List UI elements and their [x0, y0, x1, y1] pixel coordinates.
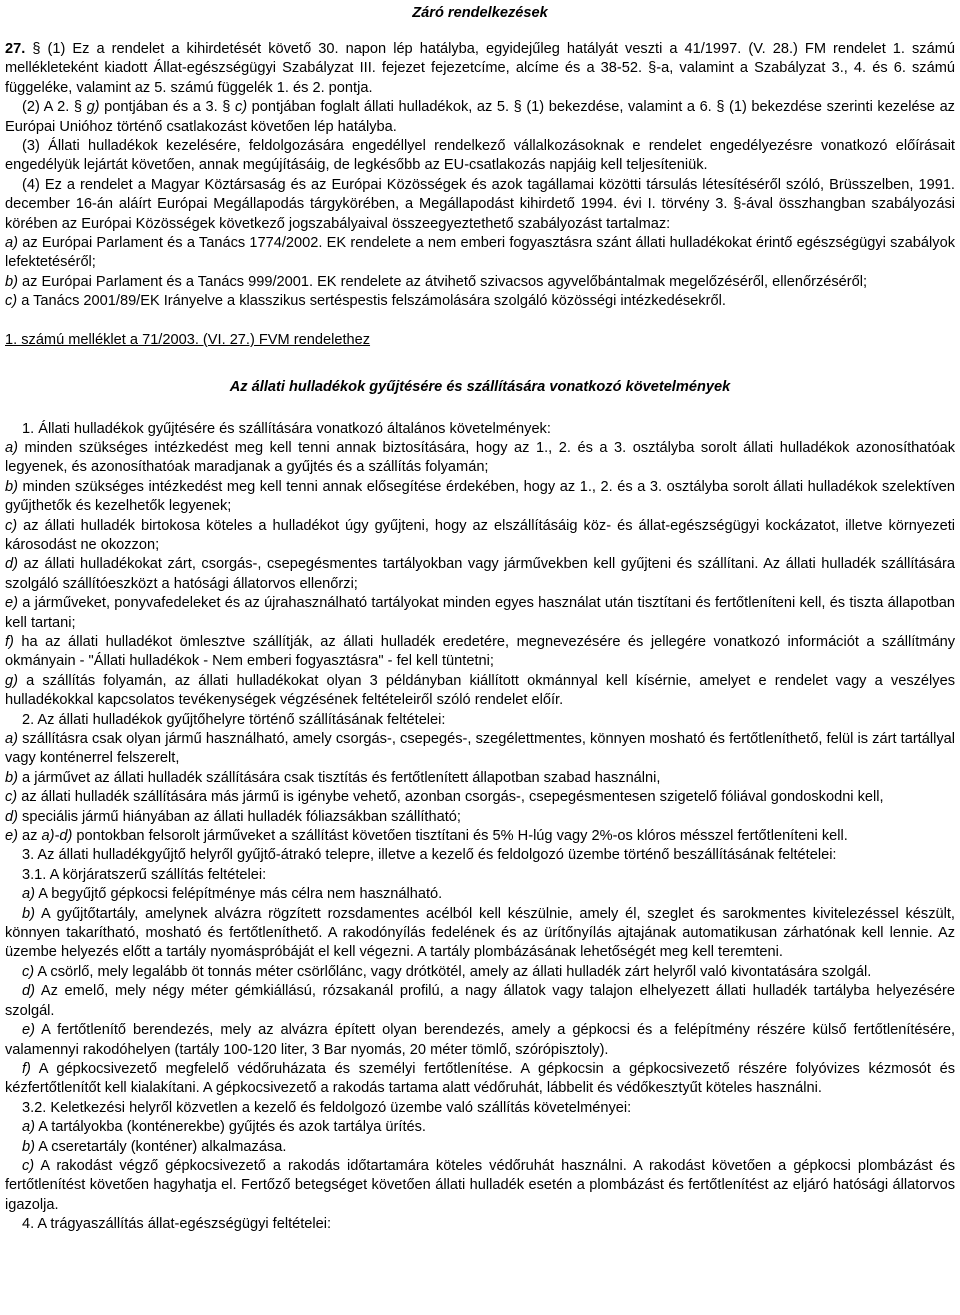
annex-paragraph: 2. Az állati hulladékok gyűjtőhelyre történő szállításának feltételei: [22, 711, 446, 728]
annex-paragraph: d) az állati hulladékokat zárt, csorgás-, csepegésmentes tartályokban vagy járművekben kell gyűjteni és szállítani. Az állati hulladék szállítására szolgáló szállítóeszközt a hatósági állatorvos ellenőrzi; [5, 556, 955, 592]
annex-paragraph: 4. A trágyaszállítás állat-egészségügyi feltételei: [22, 1216, 332, 1233]
annex-paragraph: e) A fertőtlenítő berendezés, mely az alvázra épített olyan berendezés, amely a gépkocsi és a felépítmény részére külső fertőtlenítésére, valamennyi rakodóhelyen (tartály 100-120 liter, 3 Bar nyomás, 20 méter tömlő, szórópisztoly). [5, 1022, 955, 1058]
annex-paragraph: f) A gépkocsivezető megfelelő védőruházata és személyi fertőtlenítése. A gépkocsin a gépkocsivezető részére folyóvizes kézmosót és kézfertőtlenítőt kell kialakítani. A gépkocsivezető a rakodás tartama alatt védőruhát, lábbelit és védőkesztyűt köteles használni. [5, 1060, 955, 1097]
annex-paragraph: b) minden szükséges intézkedést meg kell tenni annak elősegítése érdekében, hogy az 1., 2. és a 3. osztályba sorolt állati hulladékok szelektíven gyűjthetők és kezelhetők legyenek; [5, 478, 955, 515]
annex-link[interactable]: 1. számú melléklet a 71/2003. (VI. 27.) FVM rendelethez [5, 331, 371, 348]
annex-paragraph: c) A rakodást végző gépkocsivezető a rakodás időtartamára köteles védőruhát használni. A rakodást követően a gépkocsi plombázást és fertőtlenítést követően hagyhatja el. Fertőző betegséget követően állati hulladék esetén a plombázást és fertőtlenítést az eljáró hatósági állatorvos igazolja. [5, 1157, 955, 1213]
document-page [5, 0, 955, 1235]
annex-body [5, 420, 955, 1235]
paragraph: 27. § (1) Ez a rendelet a kihirdetését követő 30. napon lép hatályba, egyidejűleg hatályát veszti a 41/1997. (V. 28.) FM rendelet 1. számú mellékleteként kiadott Állat-egészségügyi Szabályzat III. fejezet fejezetcíme, alcíme és a 38-52. §-a, valamint a Szabályzat 3., 4. és 6. számú függeléke, valamint az 5. számú függelék 1. és 2. pontja. [5, 41, 955, 96]
section-title: Záró rendelkezések [412, 5, 548, 21]
annex-paragraph: b) a járművet az állati hulladék szállítására csak tisztítás és fertőtlenített állapotban szabad használni, [5, 769, 661, 786]
annex-paragraph: c) A csörlő, mely legalább öt tonnás méter csörlőlánc, vagy drótkötél, amely az állati hulladék zárt helyről való kivontatására szolgál. [22, 963, 872, 980]
paragraph: (2) A 2. § g) pontjában és a 3. § c) pontjában foglalt állati hulladékok, az 5. § (1) bekezdése, valamint a 6. § (1) bekezdése szerinti kezelése az Európai Unióhoz történő csatlakozást követően lép hatályba. [5, 99, 955, 135]
annex-paragraph: f) ha az állati hulladékot ömlesztve szállítják, az állati hulladék eredetére, megnevezésére és jellegére vonatkozó információt a szállítmány okmányain - "Állati hulladékok - Nem emberi fogyasztásra" - fel kell tüntetni; [5, 633, 955, 670]
annex-paragraph: g) a szállítás folyamán, az állati hulladékokat olyan 3 példányban kiállított okmánnyal kell kísérnie, amelyet e rendelet vagy a veszélyes hulladékokkal kapcsolatos tevékenységek végzésének feltételeiről szóló rendelet előír. [5, 672, 955, 709]
annex-paragraph: b) A gyűjtőtartály, amelynek alvázra rögzített rozsdamentes acélból kell készülnie, amely él, szeglet és sarokmentes kivitelezéssel készült, könnyen takarítható, mosható és fertőtleníthető. A rakodónyílás fedelének és az ürítőnyílás ajtajának automatikusan zárhatónak kell lennie. Az üzembe helyezés előtt a tartály nyomáspróbáját el kell végezni. A tartály plombázásának lehetőségét meg kell teremteni. [5, 905, 955, 961]
list-item: a) az Európai Parlament és a Tanács 1774/2002. EK rendelete a nem emberi fogyasztásra szánt állati hulladékokat érintő egészségügyi szabályok lefektetéséről; [5, 235, 955, 271]
list-item: b) az Európai Parlament és a Tanács 999/2001. EK rendelete az átvihető szivacsos agyvelőbántalmak megelőzéséről, ellenőrzéséről; [5, 273, 868, 290]
spacer [5, 312, 955, 331]
annex-paragraph: b) A cseretartály (konténer) alkalmazása. [22, 1138, 287, 1155]
annex-paragraph: 3.2. Keletkezési helyről közvetlen a kezelő és feldolgozó üzembe való szállítás követelményei: [22, 1099, 632, 1116]
list-item: c) a Tanács 2001/89/EK Irányelve a klasszikus sertéspestis felszámolására szolgáló közösségi intézkedésekről. [5, 293, 726, 310]
annex-paragraph: c) az állati hulladék birtokosa köteles a hulladékot úgy gyűjteni, hogy az elszállításáig köz- és állat-egészségügyi kockázatot, illetve környezeti károsodást ne okozzon; [5, 517, 955, 553]
annex-paragraph: 3.1. A körjáratszerű szállítás feltételei: [22, 866, 267, 883]
annex-paragraph: d) speciális jármű hiányában az állati hulladék fóliazsákban szállítható; [5, 808, 461, 825]
annex-paragraph: a) A begyűjtő gépkocsi felépítménye más célra nem használható. [22, 886, 443, 903]
paragraph: (4) Ez a rendelet a Magyar Köztársaság és az Európai Közösségek és azok tagállamai közötti társulás létesítéséről szóló, Brüsszelben, 1991. december 16-án aláírt Európai Megállapodás tárgykörében, a Megállapodást kihirdető 1994. évi I. törvény 3. §-ával összhangban szabályozási körében az Európai Közösségek következő jogszabályaival összeegyeztethető szabályozást tartalmaz: [5, 176, 955, 232]
annex-paragraph: c) az állati hulladék szállítására más jármű is igénybe vehető, azonban csorgás-, csepegésmentesen szigetelő fóliával gondoskodni kell, [5, 789, 884, 806]
annex-paragraph: 1. Állati hulladékok gyűjtésére és szállítására vonatkozó általános követelmények: [22, 420, 551, 437]
annex-paragraph: d) Az emelő, mely négy méter gémkiállású, rózsakanál profilú, a nagy állatok vagy talajon elhelyezett állati hulladék tartályba helyezésére szolgál. [5, 983, 955, 1019]
annex-paragraph: e) a járműveket, ponyvafedeleket és az újrahasználható tartályokat minden egyes használat után tisztítani és fertőtleníteni kell, és tiszta állapotban kell tartani; [5, 595, 955, 631]
annex-paragraph: a) szállításra csak olyan jármű használható, amely csorgás-, csepegés-, szegélettmentes, könnyen mosható és fertőtleníthető, felül is zárt tartállyal vagy konténerrel felszerelt, [5, 731, 955, 767]
annex-paragraph: a) A tartályokba (konténerekbe) gyűjtés és azok tartálya ürítés. [22, 1119, 426, 1136]
paragraph: (3) Állati hulladékok kezelésére, feldolgozására engedéllyel rendelkező vállalkozásoknak e rendelet engedélyezésre vonatkozó előírásait engedélyük lejártát követően, annak megújításáig, de legkésőbb az EU-csatlakozás napjáig kell teljesíteniük. [5, 138, 955, 174]
annex-paragraph: e) az a)-d) pontokban felsorolt járműveket a szállítást követően tisztítani és 5% H-lúg vagy 2%-os klóros mésszel fertőtleníteni kell. [5, 828, 848, 845]
annex-paragraph: 3. Az állati hulladékgyűjtő helyről gyűjtő-átrakó telepre, illetve a kezelő és feldolgozó üzembe történő beszállításának feltételei: [22, 847, 837, 864]
annex-title: Az állati hulladékok gyűjtésére és szállítására vonatkozó követelmények [229, 379, 731, 396]
annex-paragraph: a) minden szükséges intézkedést meg kell tenni annak biztosítására, hogy az 1., 2. és a 3. osztályba sorolt állati hulladékok azonosíthatóak legyenek, és azonosíthatóak maradjanak a gyűjtés és a szállítás folyamán; [5, 439, 955, 476]
closing-provisions [5, 40, 955, 312]
